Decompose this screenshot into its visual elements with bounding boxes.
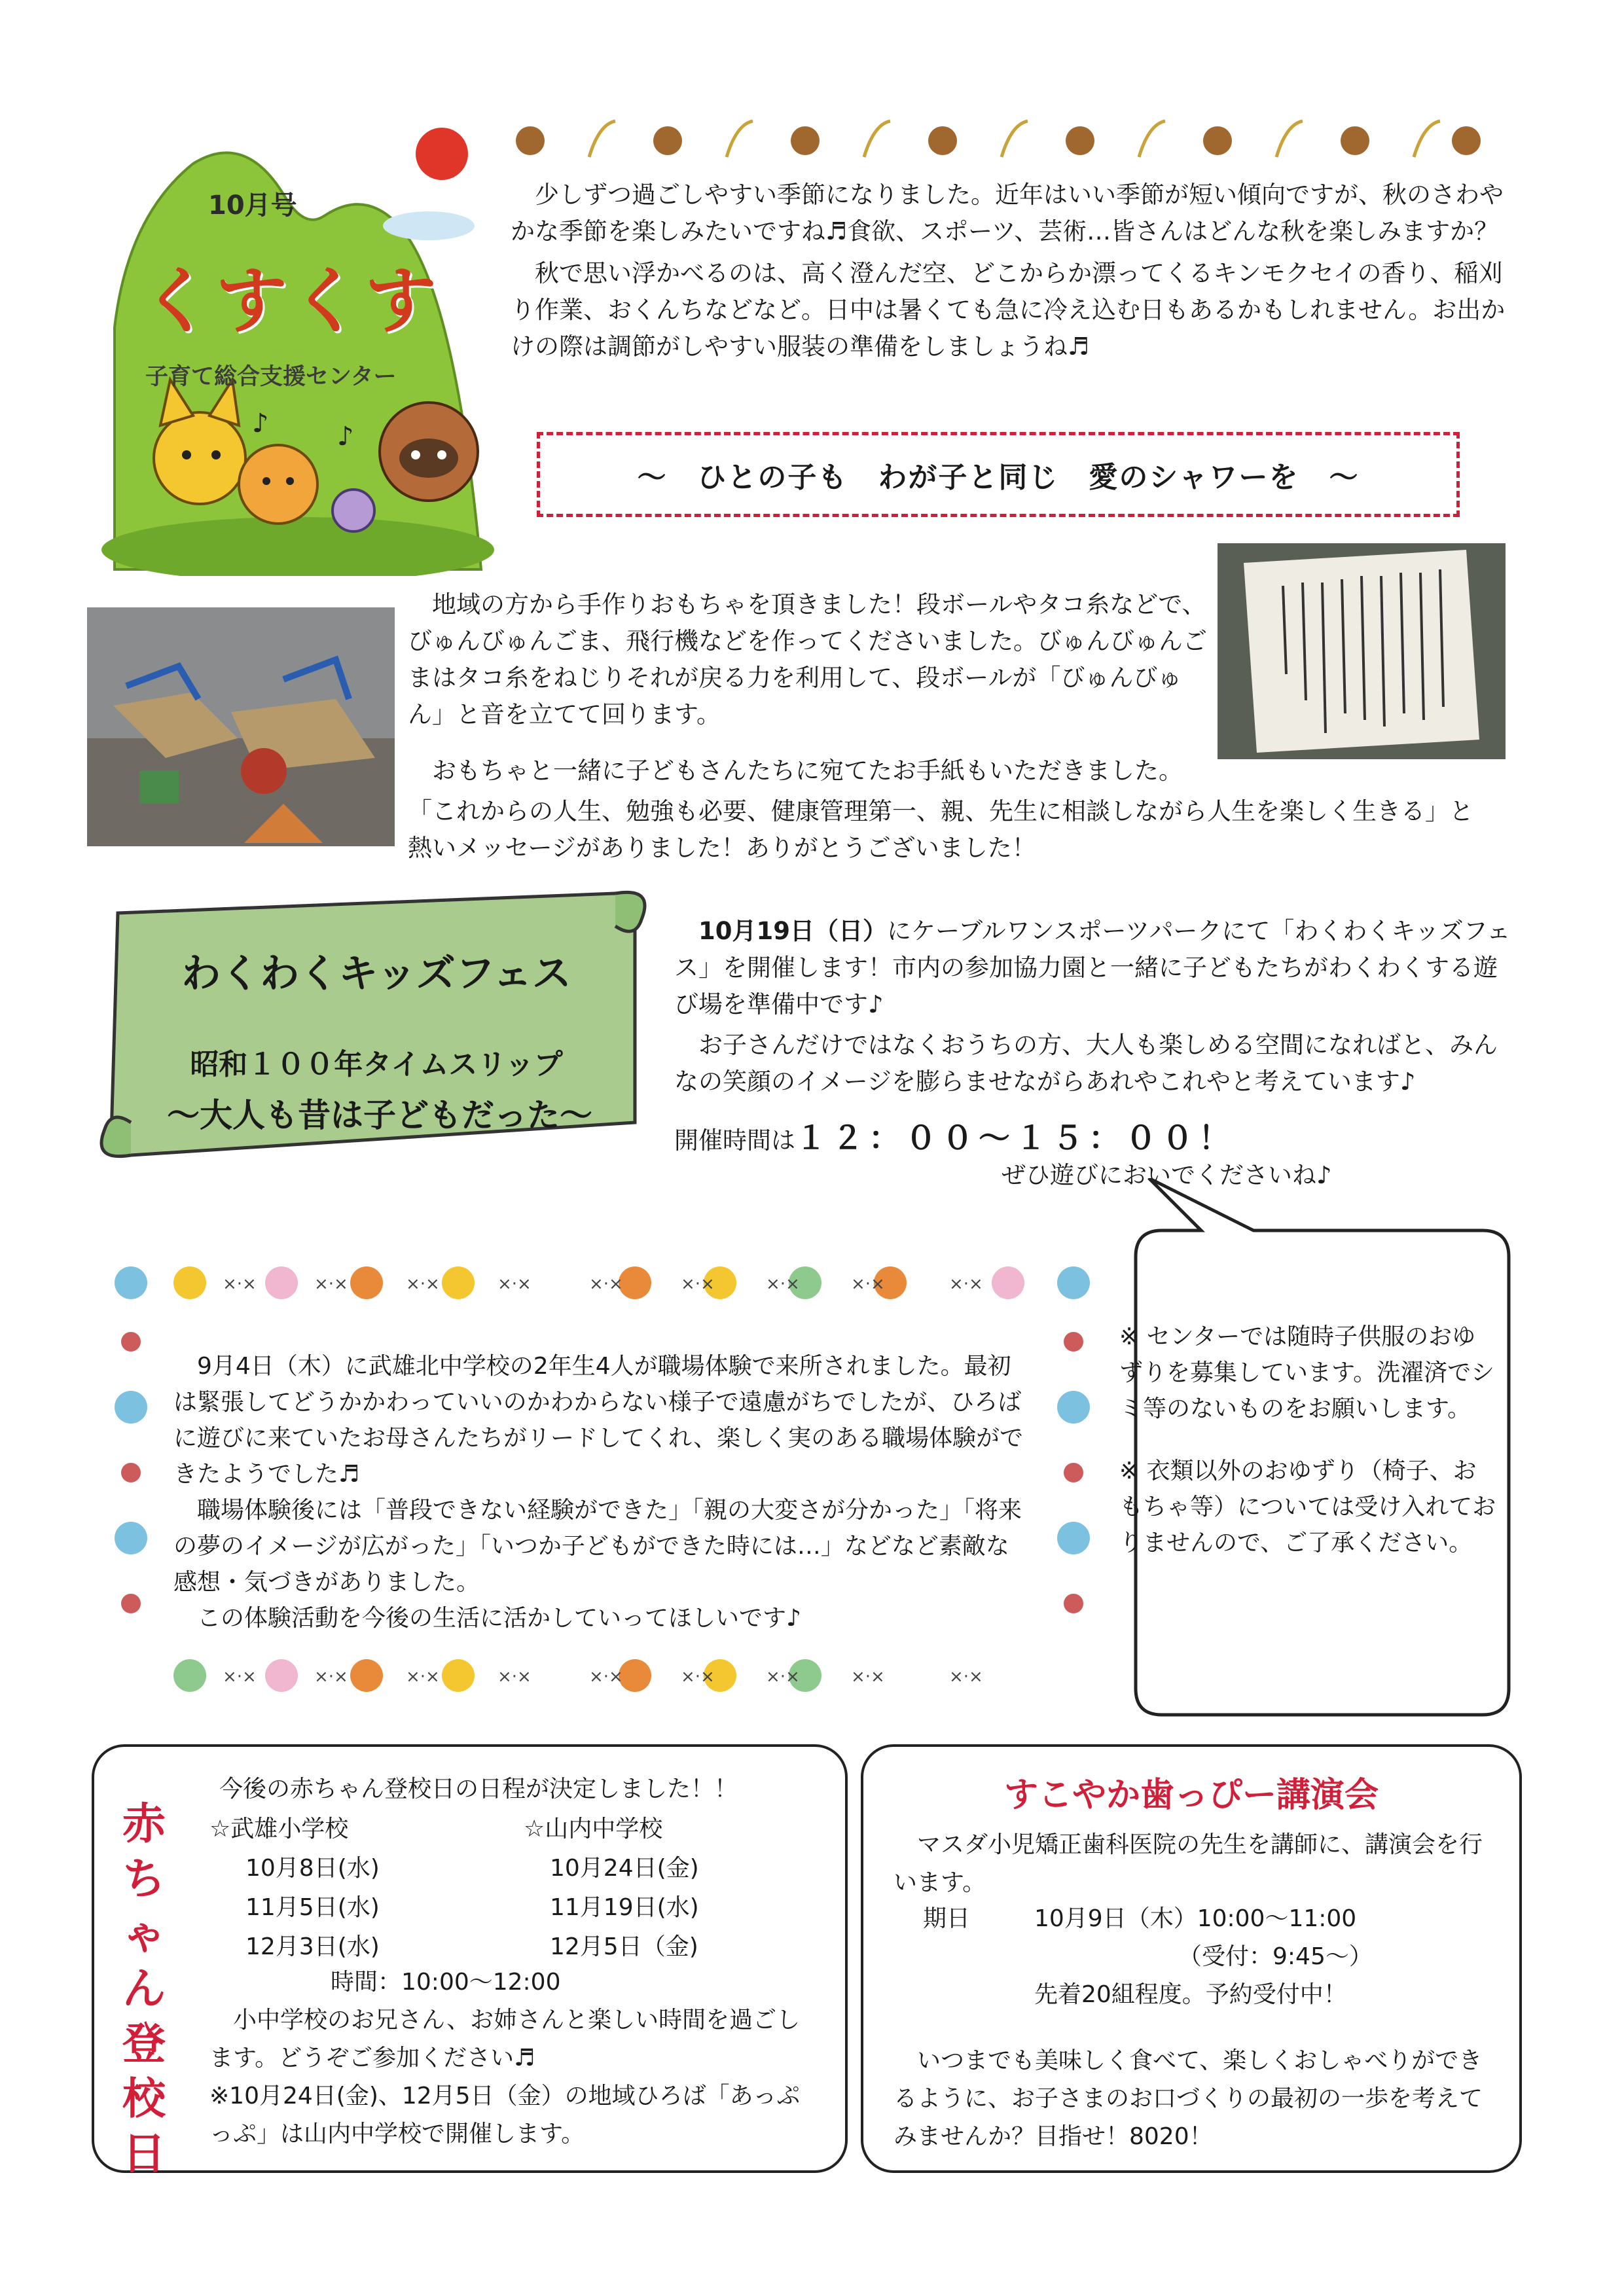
- handmade-toys-photo: [87, 607, 395, 846]
- svg-text:×·×: ×·×: [949, 1274, 983, 1294]
- baby-school-notes: [209, 2001, 818, 2153]
- intro-section: [511, 177, 1512, 365]
- baby-note: ※10月24日(金)、12月5日（金）の地域ひろば「あっぷっぷ」は山内中学校で開催します。: [209, 2083, 801, 2147]
- toy-paragraph: 「これからの人生、勉強も必要、健康管理第一、親、先生に相談しながら人生を楽しく生きる」と熱いメッセージがありました！ありがとうございました！: [408, 797, 1473, 862]
- school-date: 10月8日(水): [245, 1855, 380, 1882]
- baby-school-intro: 今後の赤ちゃん登校日の日程が決定しました！！: [219, 1776, 738, 1803]
- school-date: 10月24日(金): [550, 1855, 699, 1882]
- school-name: ☆武雄小学校: [209, 1816, 349, 1842]
- sun-icon: [416, 118, 468, 180]
- intro-paragraph: 少しずつ過ごしやすい季節になりました。近年はいい季節が短い傾向ですが、秋のさわやかな季節を楽しみたいですね♬食欲、スポーツ、芸術…皆さんはどんな秋を楽しみますか？: [511, 181, 1504, 245]
- svg-text:×·×: ×·×: [766, 1667, 800, 1687]
- svg-text:×·×: ×·×: [314, 1274, 348, 1294]
- toy-paragraph: おもちゃと一緒に子どもさんたちに宛てたお手紙もいただきました。: [432, 757, 1183, 785]
- workplace-paragraph: 職場体験後には「普段できない経験ができた」「親の大変さが分かった」「将来の夢のイメージが広がった」「いつか子どもができた時には…」などなど素敵な感想・気づきがありました。: [173, 1497, 1022, 1596]
- fes-time-row: [674, 1113, 1235, 1158]
- tiger-character-icon: [239, 445, 317, 524]
- fes-time-label: 開催時間は: [674, 1126, 795, 1155]
- workplace-experience-text: [173, 1348, 1031, 1636]
- masthead-illustration: [88, 118, 507, 576]
- slogan-text: ～ ひとの子も わが子と同じ 愛のシャワーを ～: [637, 461, 1360, 494]
- fes-subtitle: ～大人も昔は子どもだった～: [167, 1096, 592, 1134]
- svg-text:♪: ♪: [337, 422, 354, 452]
- svg-text:×·×: ×·×: [497, 1667, 532, 1687]
- svg-text:×·×: ×·×: [589, 1274, 623, 1294]
- dental-date: 10月9日（木）10:00～11:00: [1034, 1905, 1357, 1932]
- scroll-banner: [92, 874, 655, 1188]
- fes-paragraph: お子さんだけではなくおうちの方、大人も楽しめる空間になればと、みんなの笑顔のイメージを膨らませながらあれやこれやと考えています♪: [674, 1031, 1498, 1096]
- fes-paragraph: にケーブルワンスポーツパークにて「わくわくキッズフェス」を開催します！市内の参加協力園と一緒に子どもたちがわくわくする遊び場を準備中です♪: [674, 917, 1511, 1018]
- bird-rice-decoration: [504, 111, 1486, 164]
- dental-paragraph: マスダ小児矯正歯科医院の先生を講師に、講演会を行います。: [893, 1831, 1483, 1896]
- center-name: 子育て総合支援センター: [145, 364, 397, 390]
- svg-text:×·×: ×·×: [406, 1274, 440, 1294]
- handwritten-letter-photo: [1218, 543, 1506, 759]
- school-date: 11月5日(水): [245, 1894, 380, 1921]
- slogan-box: [537, 432, 1460, 517]
- fes-time: １２：００～１５：００！: [795, 1120, 1236, 1157]
- school-date: 12月3日(水): [245, 1933, 380, 1960]
- baby-note: 小中学校のお兄さん、お姉さんと楽しい時間を過ごします。どうぞご参加ください♬: [209, 2007, 801, 2072]
- svg-text:×·×: ×·×: [851, 1667, 885, 1687]
- svg-text:×·×: ×·×: [681, 1667, 715, 1687]
- issue-label: 10月号: [208, 190, 297, 221]
- svg-text:×·×: ×·×: [497, 1274, 532, 1294]
- svg-text:×·×: ×·×: [949, 1667, 983, 1687]
- svg-text:×·×: ×·×: [314, 1667, 348, 1687]
- newsletter-title: くすくす: [141, 259, 439, 343]
- dental-title: すこやか歯っぴー講演会: [1003, 1776, 1379, 1815]
- fes-invite: ぜひ遊びにおいでくださいね♪: [1001, 1161, 1332, 1189]
- toy-paragraph: 地域の方から手作りおもちゃを頂きました！段ボールやタコ糸などで、びゅんびゅんごま、飛行機などを作ってくださいました。びゅんびゅんごまはタコ糸をねじりそれが戻る力を利用して、段ボールが「びゅんびゅん」と音を立てて回ります。: [408, 590, 1207, 728]
- bird-character-icon: [333, 490, 374, 531]
- svg-text:×·×: ×·×: [406, 1667, 440, 1687]
- workplace-paragraph: この体験活動を今後の生活に活かしていってほしいです♪: [197, 1605, 801, 1632]
- toy-section-text-2: [408, 747, 1481, 867]
- svg-text:×·×: ×·×: [681, 1274, 715, 1294]
- toy-section-text: [408, 586, 1210, 733]
- school-name: ☆山内中学校: [524, 1816, 663, 1842]
- dental-date-label: 期日: [923, 1905, 971, 1932]
- svg-text:×·×: ×·×: [766, 1274, 800, 1294]
- dental-reception: （受付：9:45～）: [1178, 1943, 1373, 1970]
- svg-text:×·×: ×·×: [223, 1667, 257, 1687]
- fes-subtitle: 昭和１００年タイムスリップ: [190, 1048, 563, 1081]
- dental-paragraph: いつまでも美味しく食べて、楽しくおしゃべりができるように、お子さまのお口づくりの最初の一歩を考えてみませんか？目指せ！8020！: [893, 2047, 1483, 2150]
- workplace-paragraph: 9月4日（木）に武雄北中学校の2年生4人が職場体験で来所されました。最初は緊張してどうかかわっていいのかわからない様子で遠慮がちでしたが、ひろばに遊びに来ていたお母さんたちがリードしてくれ、楽しく実のある職場体験ができたようでした♬: [173, 1353, 1024, 1488]
- svg-text:×·×: ×·×: [589, 1667, 623, 1687]
- baby-school-label: 赤 ち ゃ ん 登 校 日: [122, 1799, 166, 2179]
- baby-school-time: 時間：10:00～12:00: [331, 1969, 561, 1996]
- school-column: [524, 1810, 699, 1967]
- svg-text:×·×: ×·×: [223, 1274, 257, 1294]
- intro-paragraph: 秋で思い浮かべるのは、高く澄んだ空、どこからか漂ってくるキンモクセイの香り、稲刈り作業、おくんちなどなど。日中は暑くても急に冷え込む日もあるかもしれません。お出かけの際は調節がしやすい服装の準備をしましょうね♬: [511, 259, 1506, 361]
- tanuki-character-icon: [380, 403, 478, 501]
- fes-description: [674, 913, 1519, 1100]
- school-column: [209, 1810, 380, 1967]
- svg-text:×·×: ×·×: [851, 1274, 885, 1294]
- donation-notes: [1119, 1319, 1499, 1561]
- dental-closing: [893, 2042, 1496, 2156]
- fes-date: 10月19日（日）: [698, 917, 887, 945]
- dental-capacity: 先着20組程度。予約受付中！: [1034, 1981, 1347, 2008]
- svg-text:♪: ♪: [252, 408, 269, 439]
- school-date: 12月5日（金): [550, 1933, 698, 1960]
- donation-note: ※ 衣類以外のおゆずり（椅子、おもちゃ等）については受け入れておりませんので、ご了承ください。: [1119, 1458, 1496, 1556]
- donation-note: ※ センターでは随時子供服のおゆずりを募集しています。洗濯済でシミ等のないものをお願いします。: [1119, 1323, 1495, 1422]
- school-date: 11月19日(水): [550, 1894, 699, 1921]
- dental-intro: [893, 1826, 1496, 1902]
- dental-schedule: [923, 1900, 1373, 2014]
- fes-title: わくわくキッズフェス: [181, 951, 571, 997]
